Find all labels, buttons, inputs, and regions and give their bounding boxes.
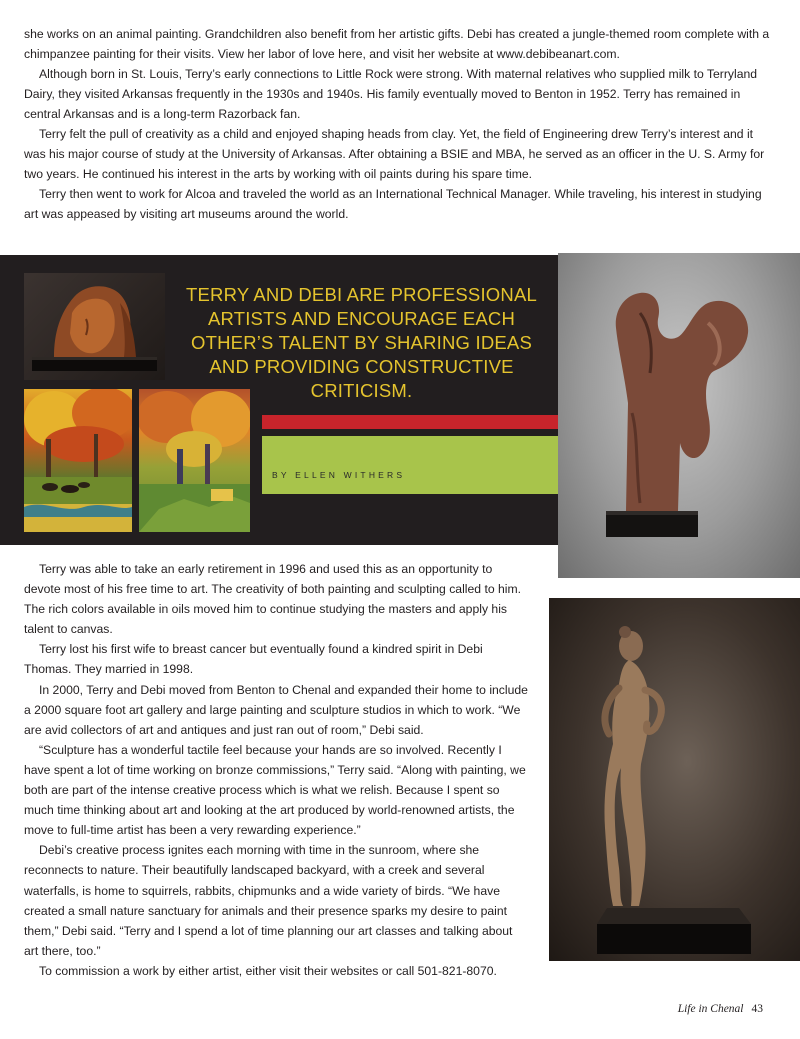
bronze-bust-illustration <box>24 273 165 380</box>
article-paragraph: Terry was able to take an early retirement in 1996 and used this as an opportunity to devote most of his free time to art. The creativity of both painting and sculpting called to him. The rich colors available in oils moved him to continue studying the masters and apply his talent to canvas. <box>24 562 522 637</box>
landscape-painting-illustration <box>24 389 132 532</box>
article-paragraph: “Sculpture has a wonderful tactile feel because your hands are so involved. Recently I have spent a lot of time working on bronze commissions,” Terry said. “Along with painting, we both are part of the intense creative process which is what we relish. Because I spent so much time thinking about art and looking at the art produced by world-renowned artists, the move to full-time artist has been a very rewarding experience.” <box>24 742 526 838</box>
article-paragraph: she works on an animal painting. Grandchildren also benefit from her artistic gifts. Debi has created a jungle-themed room complete with a chimpanzee painting for their visits. View her labor of love here, and visit her website at www.debibeanart.com. <box>24 27 770 61</box>
autumn-trees-painting-illustration <box>139 389 250 532</box>
article-paragraph: Terry then went to work for Alcoa and traveled the world as an International Technical Manager. While traveling, his interest in studying art was appeased by visiting art museums around the world. <box>24 187 762 221</box>
page-number: 43 <box>751 1003 763 1015</box>
abstract-bronze-sculpture-photo <box>558 253 800 578</box>
autumn-trees-painting-photo <box>139 389 250 532</box>
article-paragraph: Terry lost his first wife to breast cancer but eventually found a kindred spirit in Debi Thomas. They married in 1998. <box>24 642 483 677</box>
article-paragraph: In 2000, Terry and Debi moved from Benton to Chenal and expanded their home to include a 2000 square foot art gallery and large painting and sculpture studios in which to work. “We are avid collectors of art and antiques and just ran out of room,” Debi said. <box>24 682 528 737</box>
bronze-bust-photo <box>24 273 165 380</box>
landscape-painting-photo <box>24 389 132 532</box>
pull-quote: TERRY AND DEBI ARE PROFESSIONAL ARTISTS AND ENCOURAGE EACH OTHER’S TALENT BY SHARING IDEAS AND PROVIDING CONSTRUCTIVE CRITICISM. <box>186 284 537 401</box>
standing-figure-bronze-photo <box>549 598 800 961</box>
article-paragraph: Debi’s creative process ignites each morning with time in the sunroom, where she reconnects to nature. Their beautifully landscaped backyard, with a creek and several waterfalls, is home to squirrels, rabbits, chipmunks and a wide variety of birds. “We have created a small nature sanctuary for animals and their presence sparks my desire to paint them,” Debi said. “Terry and I spend a lot of time planning our art classes and talking about art there, too.” <box>24 843 513 958</box>
bottom-article-text <box>24 559 530 981</box>
top-article-text <box>24 24 776 224</box>
byline: BY ELLEN WITHERS <box>272 470 406 480</box>
article-paragraph: Terry felt the pull of creativity as a child and enjoyed shaping heads from clay. Yet, the field of Engineering drew Terry’s interest and it was his major course of study at the University of Arkansas. After obtaining a BSIE and MBA, he served as an officer in the U. S. Army for two years. He continued his interest in the arts by working with oil paints during his spare time. <box>24 127 765 181</box>
publication-name: Life in Chenal <box>677 1003 744 1015</box>
abstract-sculpture-illustration <box>558 253 800 578</box>
standing-figure-illustration <box>549 598 800 961</box>
article-paragraph: Although born in St. Louis, Terry’s early connections to Little Rock were strong. With maternal relatives who supplied milk to Terryland Dairy, they visited Arkansas frequently in the 1930s and 1940s. His family eventually moved to Benton in 1952. Terry has remained in central Arkansas and is a long-term Razorback fan. <box>24 67 758 121</box>
article-paragraph: To commission a work by either artist, either visit their websites or call 501-821-8070. <box>39 963 497 978</box>
page-footer <box>678 1003 763 1015</box>
